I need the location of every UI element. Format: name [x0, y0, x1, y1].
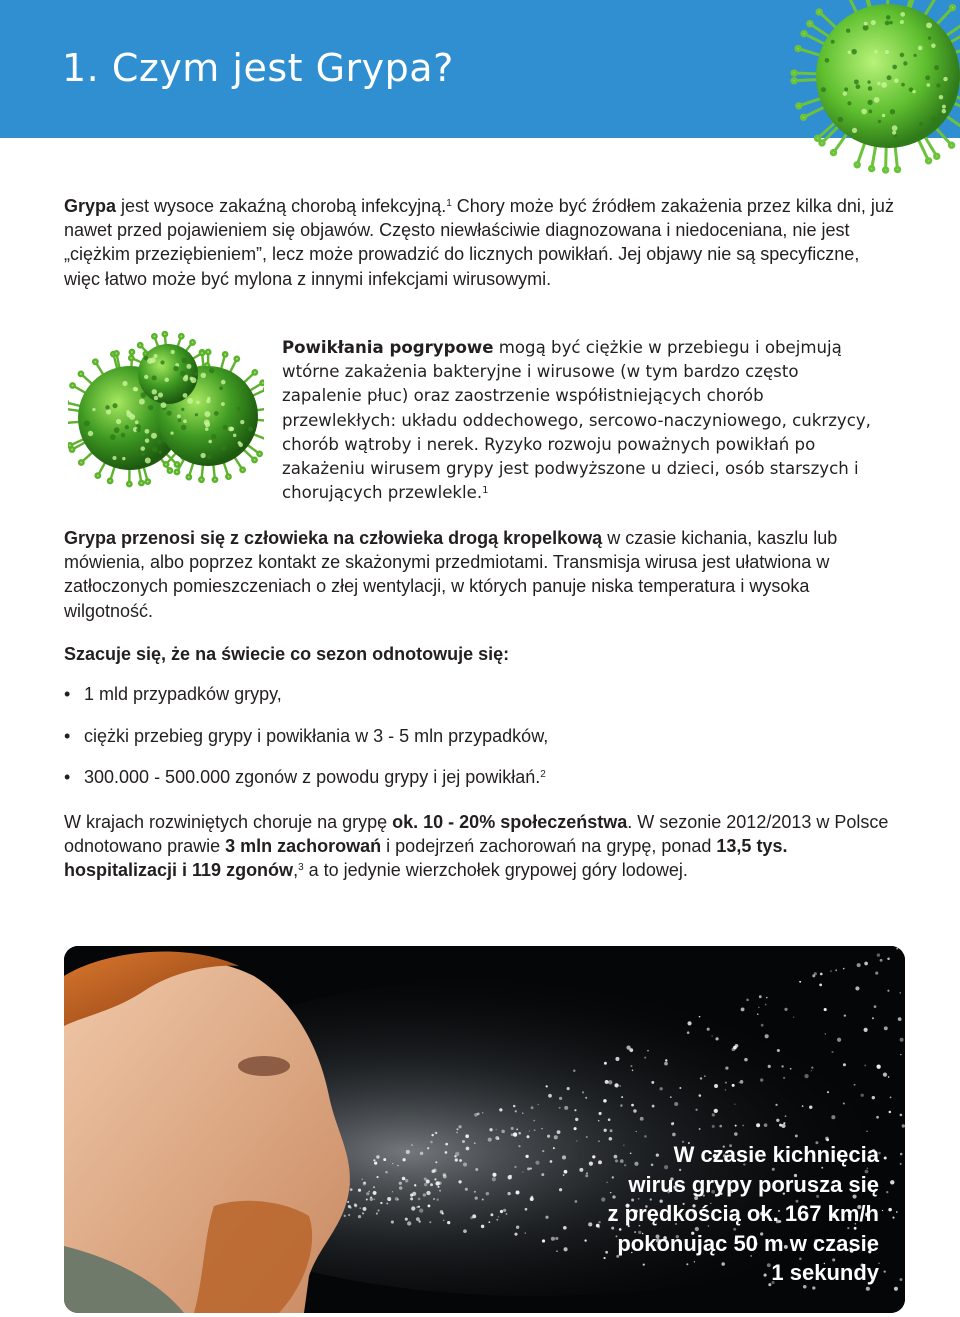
- bullet-icon: •: [64, 684, 71, 704]
- statistics-paragraph: [64, 810, 894, 883]
- stats-text: . W sezonie 2012/2013 w Polsce odnotowano prawie: [64, 812, 889, 857]
- stats-text: a to jedynie wierzchołek grypowej góry lodowej.: [303, 860, 688, 881]
- footnote-ref: 2: [540, 769, 546, 780]
- footnote-ref: 1: [482, 485, 489, 497]
- caption-line: 1 sekundy: [771, 1260, 879, 1285]
- list-item-text: ciężki przebieg grypy i powikłania w 3 - 5 mln przypadków,: [84, 725, 549, 746]
- intro-text-1: jest wysoce zakaźną chorobą infekcyjną.: [116, 196, 447, 216]
- list-item: [64, 724, 894, 766]
- virus-corner-image: [788, 0, 960, 186]
- complications-text: mogą być ciężkie w przebiegu i obejmują wtórne zakażenia bakteryjne i wirusowe (w tym bardzo często zapalenie płuc) oraz zaostrzenie współistniejących chorób przewlekłych: układu oddechowego, sercowo-naczyniowego, cukrzycy, chorób wątroby i nerek. Ryzyko rozwoju poważnych powikłań po zakażeniu wirusem grypy jest podwyższone u dzieci, osób starszych i chorujących przewlekle.: [282, 338, 871, 503]
- list-item-text: 300.000 - 500.000 zgonów z powodu grypy i jej powikłań.: [84, 767, 541, 787]
- list-item: [64, 682, 894, 724]
- page-title: 1. Czym jest Grypa?: [62, 46, 454, 90]
- list-item-text: 1 mld przypadków grypy,: [84, 684, 282, 704]
- bullet-icon: •: [64, 767, 71, 787]
- intro-text-2: Chory może być źródłem zakażenia przez kilka dni, już nawet przed pojawieniem się objawów. Często niewłaściwie diagnozowana i niedoceniana, nie jest „ciężkim przeziębieniem”, lecz może prowadzić do licznych powikłań. Jej objawy nie są specyficzne, więc łatwo może być mylona z innymi infekcjami wirusowymi.: [64, 196, 894, 289]
- stats-highlight: ok. 10 - 20% społeczeństwa: [392, 812, 628, 832]
- complications-paragraph: [282, 336, 878, 505]
- transmission-text: w czasie kichania, kaszlu lub mówienia, albo poprzez kontakt ze skażonymi przedmiotami. Transmisja wirusa jest ułatwiona w zatłoczonych pomieszczeniach o złej wentylacji, w których panuje niska temperatura i wysoka wilgotność.: [64, 528, 838, 621]
- estimate-heading: Szacuje się, że na świecie co sezon odnotowuje się:: [64, 644, 510, 664]
- bullet-icon: •: [64, 725, 71, 746]
- intro-paragraph: [64, 194, 894, 291]
- transmission-paragraph: [64, 526, 894, 623]
- caption-line: pokonując 50 m w czasie: [617, 1230, 879, 1256]
- stats-text: ,: [293, 860, 299, 881]
- list-item: [64, 765, 894, 807]
- stats-text: W krajach rozwiniętych choruje na grypę: [64, 812, 393, 832]
- photo-caption: [459, 1140, 879, 1288]
- intro-lead: Grypa: [64, 196, 117, 216]
- complications-lead: Powikłania pogrypowe: [282, 338, 494, 357]
- caption-line: W czasie kichnięcia: [673, 1142, 879, 1167]
- stats-highlight: 13,5 tys. hospitalizacji i 119 zgonów: [64, 836, 788, 881]
- footnote-ref: 1: [446, 198, 452, 209]
- footnote-ref: 3: [298, 862, 304, 874]
- estimate-list: [64, 682, 894, 807]
- caption-line: wirus grypy porusza się: [628, 1171, 879, 1197]
- caption-line: z prędkością ok. 167 km/h: [607, 1201, 879, 1226]
- virus-cluster-image: [68, 330, 264, 498]
- transmission-lead: Grypa przenosi się z człowieka na człowieka drogą kropelkową: [64, 528, 603, 548]
- stats-text: i podejrzeń zachorowań na grypę, ponad: [381, 836, 717, 857]
- sneeze-photo: [64, 946, 905, 1313]
- stats-highlight: 3 mln zachorowań: [225, 836, 382, 857]
